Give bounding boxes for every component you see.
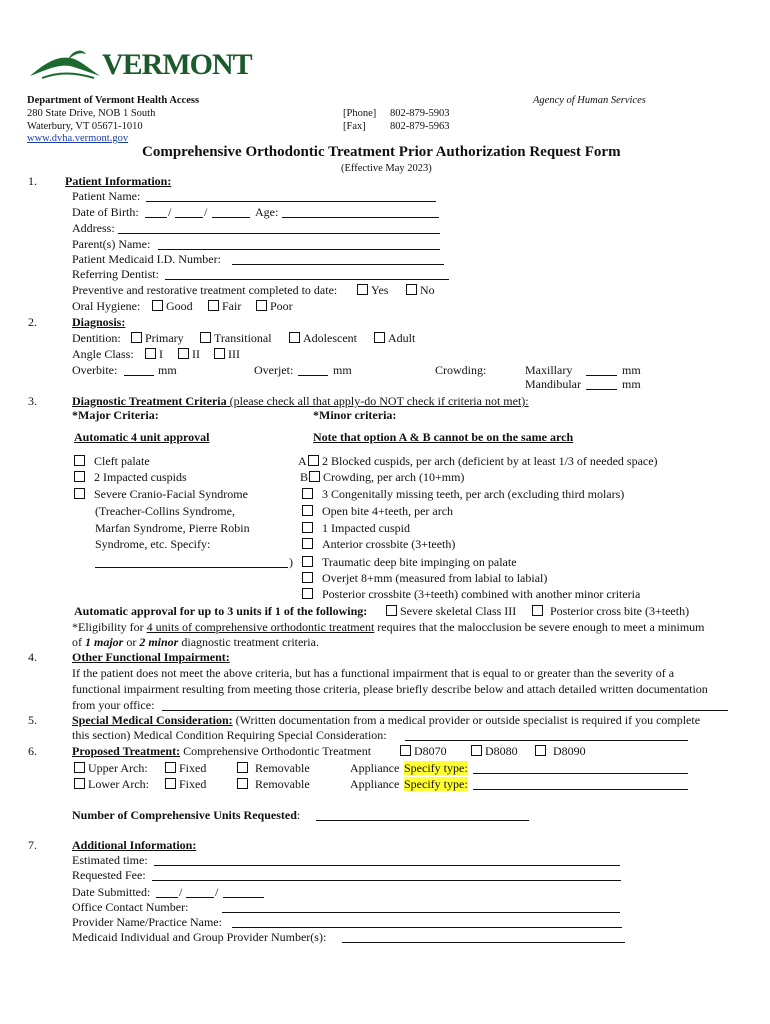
severe-skeletal-label: Severe skeletal Class III [400, 604, 517, 618]
hygiene-poor-option[interactable] [256, 299, 293, 313]
section-5-line-1 [72, 713, 700, 727]
vermont-logo [28, 44, 252, 84]
date-submitted-label: Date Submitted: [72, 885, 151, 899]
d8090-label: D8090 [553, 744, 586, 758]
dentition-label: Dentition: [72, 331, 121, 345]
referring-dentist-label: Referring Dentist: [72, 267, 159, 281]
minor-item-label: Overjet 8+mm (measured from labial to labial) [322, 571, 548, 585]
minor-item-option[interactable] [302, 571, 547, 585]
checkbox-icon [237, 778, 248, 789]
fixed-label: Fixed [179, 777, 207, 791]
checkbox-icon [131, 332, 142, 343]
minor-item-label: Traumatic deep bite impinging on palate [322, 555, 517, 569]
logo-text: VERMONT [102, 48, 252, 81]
adult-label: Adult [388, 331, 416, 345]
section-2-heading: Diagnosis: [72, 315, 126, 329]
option-a-label: A [298, 454, 307, 468]
section-7-heading: Additional Information: [72, 838, 197, 852]
checkbox-icon [74, 778, 85, 789]
dob-label: Date of Birth: [72, 205, 139, 219]
section-4-text-3: from your office: [72, 698, 155, 712]
checkbox-icon [302, 572, 313, 583]
provider-number-field[interactable] [342, 931, 625, 943]
checkbox-icon [208, 300, 219, 311]
preventive-label: Preventive and restorative treatment completed to date: [72, 283, 338, 297]
parents-label: Parent(s) Name: [72, 237, 151, 251]
eligibility2-prefix: of [72, 635, 85, 649]
upper-appliance-field[interactable] [473, 762, 688, 774]
checkbox-icon [535, 745, 546, 756]
section-6-text: Comprehensive Orthodontic Treatment [180, 744, 372, 758]
patient-name-field[interactable] [146, 190, 436, 202]
checkbox-icon [74, 471, 85, 482]
minor-item-option[interactable] [309, 470, 464, 484]
syndrome-specify-field[interactable] [95, 556, 288, 568]
upper-arch-option[interactable] [74, 761, 148, 775]
section-4-text-1: If the patient does not meet the above criteria, but has a functional impairment that is equal to or greater than the severity of a [72, 666, 675, 680]
section-5-heading: Special Medical Consideration: [72, 713, 233, 727]
major-craniofacial-option[interactable] [74, 487, 248, 501]
date-slash-2: / [215, 885, 219, 899]
section-1-number: 1. [28, 174, 37, 188]
overjet-unit: mm [333, 363, 352, 377]
form-title: Comprehensive Orthodontic Treatment Prior Authorization Request Form [142, 144, 621, 160]
checkbox-icon [302, 488, 313, 499]
section-4-heading: Other Functional Impairment: [72, 650, 230, 664]
checkbox-icon [386, 605, 397, 616]
section-6-number: 6. [28, 744, 37, 758]
adolescent-label: Adolescent [303, 331, 357, 345]
fixed-label: Fixed [179, 761, 207, 775]
checkbox-icon [200, 332, 211, 343]
provider-name-field[interactable] [232, 916, 622, 928]
class-1-label: I [159, 347, 163, 361]
section-5-line-2: this section) Medical Condition Requiring Special Consideration: [72, 728, 387, 742]
patient-name-label: Patient Name: [72, 189, 141, 203]
option-ab-note: Note that option A & B cannot be on the same arch [313, 430, 574, 444]
eligibility-suffix: requires that the malocclusion be severe enough to meet a minimum [374, 620, 705, 634]
department-name: Department of Vermont Health Access [27, 95, 200, 106]
lower-arch-label: Lower Arch: [88, 777, 149, 791]
upper-fixed-option[interactable] [165, 761, 206, 775]
class-2-label: II [192, 347, 200, 361]
upper-specify-type-label: Specify type: [404, 761, 468, 775]
checkbox-icon [357, 284, 368, 295]
upper-arch-label: Upper Arch: [88, 761, 148, 775]
date-slash-1: / [179, 885, 183, 899]
major-cleft-palate-option[interactable] [74, 454, 150, 468]
address-label: Address: [72, 221, 115, 235]
eligibility-note-line-2 [72, 635, 319, 649]
provider-name-label: Provider Name/Practice Name: [72, 915, 222, 929]
checkbox-icon [532, 605, 543, 616]
eligibility2-suffix: diagnostic treatment criteria. [178, 635, 319, 649]
primary-label: Primary [145, 331, 184, 345]
units-colon: : [296, 808, 301, 822]
lower-fixed-option[interactable] [165, 777, 206, 791]
code-d8090-option[interactable] [535, 744, 586, 758]
crowding-label: Crowding: [435, 363, 487, 377]
section-3-note: (please check all that apply-do NOT check if criteria not met): [226, 394, 529, 408]
office-contact-field[interactable] [222, 901, 620, 913]
checkbox-icon [165, 778, 176, 789]
upper-appliance-label: Appliance [350, 761, 400, 775]
preventive-yes-option[interactable] [357, 283, 388, 297]
poor-label: Poor [270, 299, 293, 313]
checkbox-icon [74, 762, 85, 773]
maxillary-field[interactable] [586, 364, 617, 376]
angle-class-label: Angle Class: [72, 347, 134, 361]
posterior-crossbite-label: Posterior cross bite (3+teeth) [550, 604, 690, 618]
section-2-number: 2. [28, 315, 37, 329]
parents-field[interactable] [158, 238, 440, 250]
checkbox-icon [374, 332, 385, 343]
overbite-field[interactable] [124, 364, 154, 376]
minor-item-label: Posterior crossbite (3+teeth) combined with another minor criteria [322, 587, 641, 601]
dob-slash-2: / [204, 205, 208, 219]
checkbox-icon [302, 556, 313, 567]
medical-condition-field[interactable] [405, 729, 688, 741]
minor-item-option[interactable] [302, 537, 455, 551]
minor-item-option[interactable] [302, 555, 517, 569]
date-day-field[interactable] [186, 886, 214, 898]
dob-month-field[interactable] [145, 206, 167, 218]
d8070-label: D8070 [414, 744, 447, 758]
eligibility-major: 1 major [85, 635, 124, 649]
requested-fee-field[interactable] [152, 869, 621, 881]
dob-day-field[interactable] [175, 206, 203, 218]
checkbox-icon [302, 522, 313, 533]
hygiene-good-option[interactable] [152, 299, 193, 313]
good-label: Good [166, 299, 193, 313]
auto-4-unit-heading: Automatic 4 unit approval [74, 430, 210, 444]
eligibility-minor: 2 minor [139, 635, 179, 649]
major-item-label: 2 Impacted cuspids [94, 470, 187, 484]
checkbox-icon [302, 588, 313, 599]
angle-class-1-option[interactable] [145, 347, 163, 361]
medicaid-id-label: Patient Medicaid I.D. Number: [72, 252, 221, 266]
fax-number: 802-879-5963 [390, 121, 450, 132]
auto-3-unit-label: Automatic approval for up to 3 units if 1 of the following: [74, 604, 368, 618]
age-label: Age: [255, 205, 279, 219]
overbite-label: Overbite: [72, 363, 118, 377]
overbite-unit: mm [158, 363, 177, 377]
checkbox-icon [256, 300, 267, 311]
oral-hygiene-label: Oral Hygiene: [72, 299, 141, 313]
section-7-number: 7. [28, 838, 37, 852]
agency-name: Agency of Human Services [533, 95, 646, 106]
checkbox-icon [308, 455, 319, 466]
checkbox-icon [237, 762, 248, 773]
checkbox-icon [145, 348, 156, 359]
severe-skeletal-option[interactable] [386, 604, 516, 618]
units-requested-field[interactable] [316, 809, 529, 821]
yes-label: Yes [371, 283, 389, 297]
website-link[interactable]: www.dvha.vermont.gov [27, 133, 129, 144]
checkbox-icon [165, 762, 176, 773]
mountain-logo-icon [28, 46, 108, 82]
checkbox-icon [289, 332, 300, 343]
major-impacted-cuspids-option[interactable] [74, 470, 187, 484]
minor-item-option[interactable] [302, 504, 453, 518]
major-item-continuation: Syndrome, etc. Specify: [95, 537, 211, 551]
section-1-heading: Patient Information: [65, 174, 172, 188]
maxillary-unit: mm [622, 363, 641, 377]
overjet-label: Overjet: [254, 363, 294, 377]
fax-label: [Fax] [343, 121, 366, 132]
minor-item-option[interactable] [302, 487, 624, 501]
dob-slash-1: / [168, 205, 172, 219]
provider-number-label: Medicaid Individual and Group Provider Number(s): [72, 930, 327, 944]
date-year-field[interactable] [223, 886, 264, 898]
dob-year-field[interactable] [212, 206, 250, 218]
address-field[interactable] [118, 222, 440, 234]
checkbox-icon [406, 284, 417, 295]
section-4-number: 4. [28, 650, 37, 664]
dentition-adolescent-option[interactable] [289, 331, 357, 345]
phone-label: [Phone] [343, 108, 377, 119]
mandibular-unit: mm [622, 377, 641, 391]
minor-item-option[interactable] [302, 587, 640, 601]
checkbox-icon [74, 455, 85, 466]
minor-item-label: 2 Blocked cuspids, per arch (deficient by at least 1/3 of needed space) [322, 454, 658, 468]
section-3-heading: Diagnostic Treatment Criteria [72, 394, 227, 408]
checkbox-icon [302, 538, 313, 549]
transitional-label: Transitional [214, 331, 272, 345]
major-item-continuation: (Treacher-Collins Syndrome, [95, 504, 235, 518]
dentition-adult-option[interactable] [374, 331, 415, 345]
overjet-field[interactable] [298, 364, 328, 376]
lower-removable-option[interactable] [237, 777, 310, 791]
age-field[interactable] [282, 206, 439, 218]
minor-item-option[interactable] [302, 521, 410, 535]
eligibility-units-text: 4 units of comprehensive orthodontic treatment [146, 620, 375, 634]
minor-item-option[interactable] [308, 454, 658, 468]
office-contact-label: Office Contact Number: [72, 900, 189, 914]
address-line-2: Waterbury, VT 05671-1010 [27, 121, 143, 132]
checkbox-icon [74, 488, 85, 499]
removable-label: Removable [255, 761, 310, 775]
preventive-no-option[interactable] [406, 283, 435, 297]
minor-criteria-heading: *Minor criteria: [313, 408, 397, 422]
checkbox-icon [152, 300, 163, 311]
estimated-time-field[interactable] [154, 854, 620, 866]
lower-arch-option[interactable] [74, 777, 149, 791]
close-paren: ) [289, 555, 293, 569]
upper-removable-option[interactable] [237, 761, 310, 775]
section-5-number: 5. [28, 713, 37, 727]
maxillary-label: Maxillary [525, 363, 573, 377]
eligibility-or: or [123, 635, 140, 649]
minor-item-label: Open bite 4+teeth, per arch [322, 504, 454, 518]
mandibular-label: Mandibular [525, 377, 581, 391]
angle-class-3-option[interactable] [214, 347, 240, 361]
minor-item-label: Anterior crossbite (3+teeth) [322, 537, 456, 551]
eligibility-note-line-1 [72, 620, 705, 634]
section-4-text-2: functional impairment resulting from meeting those criteria, please briefly describe below and attach detailed written documentation [72, 682, 708, 696]
functional-impairment-field[interactable] [162, 699, 728, 711]
section-6-line [72, 744, 371, 758]
dentition-transitional-option[interactable] [200, 331, 272, 345]
major-criteria-heading: *Major Criteria: [72, 408, 159, 422]
d8080-label: D8080 [485, 744, 518, 758]
section-3-number: 3. [28, 394, 37, 408]
minor-item-label: 1 Impacted cuspid [322, 521, 410, 535]
removable-label: Removable [255, 777, 310, 791]
major-item-continuation: Marfan Syndrome, Pierre Robin [95, 521, 250, 535]
major-item-label: Cleft palate [94, 454, 150, 468]
estimated-time-label: Estimated time: [72, 853, 148, 867]
section-6-heading: Proposed Treatment: [72, 744, 181, 758]
checkbox-icon [302, 505, 313, 516]
referring-dentist-field[interactable] [165, 268, 449, 280]
angle-class-2-option[interactable] [178, 347, 200, 361]
code-d8070-option[interactable] [400, 744, 447, 758]
minor-item-label: Crowding, per arch (10+mm) [323, 470, 465, 484]
checkbox-icon [471, 745, 482, 756]
section-3-heading-line [72, 394, 529, 408]
medicaid-id-field[interactable] [232, 253, 444, 265]
address-line-1: 280 State Drive, NOB 1 South [27, 108, 156, 119]
hygiene-fair-option[interactable] [208, 299, 241, 313]
checkbox-icon [178, 348, 189, 359]
posterior-crossbite-option[interactable] [532, 604, 689, 618]
date-month-field[interactable] [156, 886, 178, 898]
option-b-label: B [300, 470, 309, 484]
checkbox-icon [400, 745, 411, 756]
phone-number: 802-879-5903 [390, 108, 450, 119]
lower-appliance-label: Appliance [350, 777, 400, 791]
checkbox-icon [309, 471, 320, 482]
checkbox-icon [214, 348, 225, 359]
mandibular-field[interactable] [586, 378, 617, 390]
units-requested-label: Number of Comprehensive Units Requested [72, 808, 297, 822]
requested-fee-label: Requested Fee: [72, 868, 146, 882]
class-3-label: III [228, 347, 240, 361]
code-d8080-option[interactable] [471, 744, 518, 758]
lower-appliance-field[interactable] [473, 778, 688, 790]
minor-item-label: 3 Congenitally missing teeth, per arch (excluding third molars) [322, 487, 625, 501]
section-5-text: (Written documentation from a medical provider or outside specialist is required if you complete [232, 713, 701, 727]
units-requested-line [72, 808, 300, 822]
dentition-primary-option[interactable] [131, 331, 184, 345]
no-label: No [420, 283, 435, 297]
eligibility-prefix: *Eligibility for [72, 620, 147, 634]
fair-label: Fair [222, 299, 242, 313]
lower-specify-type-label: Specify type: [404, 777, 468, 791]
major-item-label: Severe Cranio-Facial Syndrome [94, 487, 248, 501]
effective-date: (Effective May 2023) [341, 163, 432, 174]
